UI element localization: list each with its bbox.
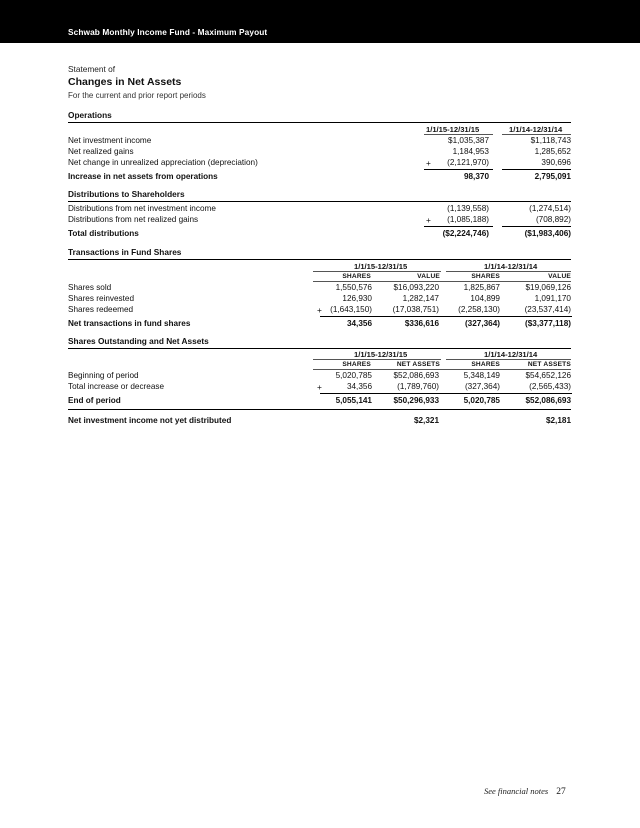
value-prior: (2,565,433) bbox=[529, 382, 571, 391]
value-current: $1,035,387 bbox=[448, 136, 489, 145]
table-row bbox=[68, 204, 571, 215]
value-prior: 390,696 bbox=[541, 158, 571, 167]
value-prior: $1,118,743 bbox=[530, 136, 571, 145]
header-title: Schwab Monthly Income Fund - Maximum Payout bbox=[68, 27, 268, 37]
row-label: Total distributions bbox=[68, 229, 139, 238]
sum-rule bbox=[424, 169, 493, 170]
header-rule bbox=[313, 281, 571, 282]
subhdr-net-assets: NET ASSETS bbox=[396, 361, 440, 368]
shares-prior: 1,825,867 bbox=[463, 283, 500, 292]
col-rule bbox=[446, 359, 571, 360]
shares-current: 34,356 bbox=[346, 319, 372, 328]
plus-marker: + bbox=[426, 215, 431, 225]
financial-notes-link: See financial notes bbox=[484, 786, 549, 796]
col-rule bbox=[446, 271, 571, 272]
outstanding-col-prior: 1/1/14-12/31/14 bbox=[484, 350, 538, 359]
shares-prior: (2,258,130) bbox=[458, 305, 500, 314]
row-label: Shares redeemed bbox=[68, 305, 134, 314]
shares-current: 1,550,576 bbox=[335, 283, 372, 292]
section-outstanding-title: Shares Outstanding and Net Assets bbox=[68, 336, 571, 349]
col-rule bbox=[424, 134, 493, 135]
sum-rule bbox=[502, 169, 571, 170]
shares-prior: 104,899 bbox=[470, 294, 500, 303]
value-prior: $2,181 bbox=[545, 416, 571, 425]
page-subtitle: For the current and prior report periods bbox=[68, 91, 206, 100]
subhdr-value: VALUE bbox=[548, 273, 571, 280]
section-rule bbox=[68, 409, 571, 410]
value-current: (2,121,970) bbox=[447, 158, 489, 167]
col-rule bbox=[313, 359, 441, 360]
value-prior: $52,086,693 bbox=[525, 396, 571, 405]
value-current: $16,093,220 bbox=[393, 283, 439, 292]
shares-prior: (327,364) bbox=[464, 382, 500, 391]
value-current: ($2,224,746) bbox=[442, 229, 489, 238]
transactions-col-prior: 1/1/14-12/31/14 bbox=[484, 262, 538, 271]
table-row bbox=[68, 136, 571, 147]
section-transactions-title: Transactions in Fund Shares bbox=[68, 247, 571, 260]
value-prior: (708,892) bbox=[535, 215, 571, 224]
sum-rule bbox=[502, 226, 571, 227]
table-row bbox=[68, 371, 571, 382]
value-current: 1,282,147 bbox=[402, 294, 439, 303]
total-row bbox=[68, 396, 571, 407]
value-prior: (1,274,514) bbox=[529, 204, 571, 213]
row-label: Shares sold bbox=[68, 283, 112, 292]
row-label: Distributions from net realized gains bbox=[68, 215, 199, 224]
table-row bbox=[68, 215, 571, 226]
table-row bbox=[68, 158, 571, 169]
header-rule bbox=[313, 369, 571, 370]
operations-col-prior: 1/1/14-12/31/14 bbox=[509, 125, 563, 134]
col-rule bbox=[313, 271, 441, 272]
shares-prior: 5,348,149 bbox=[463, 371, 500, 380]
value-prior: 1,285,652 bbox=[534, 147, 571, 156]
row-label: Net investment income not yet distributed bbox=[68, 416, 232, 425]
shares-prior: 5,020,785 bbox=[463, 396, 500, 405]
row-label: Net investment income bbox=[68, 136, 152, 145]
subhdr-net-assets: NET ASSETS bbox=[527, 361, 571, 368]
operations-col-current: 1/1/15-12/31/15 bbox=[426, 125, 480, 134]
value-current: $52,086,693 bbox=[393, 371, 439, 380]
page-footer bbox=[484, 786, 566, 797]
shares-current: 5,020,785 bbox=[335, 371, 372, 380]
total-row bbox=[68, 229, 571, 240]
row-label: Net transactions in fund shares bbox=[68, 319, 191, 328]
table-row bbox=[68, 147, 571, 158]
table-row bbox=[68, 382, 571, 393]
shares-current: 34,356 bbox=[346, 382, 372, 391]
table-row bbox=[68, 283, 571, 294]
total-row bbox=[68, 319, 571, 330]
subhdr-value: VALUE bbox=[417, 273, 440, 280]
row-label: End of period bbox=[68, 396, 121, 405]
shares-prior: (327,364) bbox=[464, 319, 500, 328]
shares-current: 5,055,141 bbox=[335, 396, 372, 405]
section-operations-title: Operations bbox=[68, 110, 571, 123]
subhdr-shares: SHARES bbox=[471, 361, 500, 368]
value-prior: (23,537,414) bbox=[524, 305, 571, 314]
table-row bbox=[68, 305, 571, 316]
subhdr-shares: SHARES bbox=[342, 273, 371, 280]
outstanding-col-current: 1/1/15-12/31/15 bbox=[354, 350, 408, 359]
value-current: $50,296,933 bbox=[393, 396, 439, 405]
total-row bbox=[68, 172, 571, 183]
table-row bbox=[68, 294, 571, 305]
transactions-col-current: 1/1/15-12/31/15 bbox=[354, 262, 408, 271]
row-label: Distributions from net investment income bbox=[68, 204, 216, 213]
col-rule bbox=[502, 134, 571, 135]
value-current: (1,139,558) bbox=[447, 204, 489, 213]
row-label: Shares reinvested bbox=[68, 294, 134, 303]
sum-rule bbox=[320, 316, 572, 317]
plus-marker: + bbox=[426, 158, 431, 168]
value-prior: $19,069,126 bbox=[525, 283, 571, 292]
value-prior: $54,652,126 bbox=[525, 371, 571, 380]
value-current: 98,370 bbox=[463, 172, 489, 181]
row-label: Total increase or decrease bbox=[68, 382, 165, 391]
value-current: 1,184,953 bbox=[452, 147, 489, 156]
value-current: $2,321 bbox=[413, 416, 439, 425]
value-prior: ($3,377,118) bbox=[525, 319, 571, 328]
row-label: Increase in net assets from operations bbox=[68, 172, 218, 181]
value-current: (17,038,751) bbox=[392, 305, 439, 314]
shares-current: (1,643,150) bbox=[330, 305, 372, 314]
row-label: Net change in unrealized appreciation (depreciation) bbox=[68, 158, 258, 167]
value-current: $336,616 bbox=[404, 319, 439, 328]
row-label: Beginning of period bbox=[68, 371, 139, 380]
undistributed-row bbox=[68, 416, 571, 427]
page-title: Changes in Net Assets bbox=[68, 76, 182, 88]
row-label: Net realized gains bbox=[68, 147, 134, 156]
plus-marker: + bbox=[317, 305, 322, 315]
plus-marker: + bbox=[317, 382, 322, 392]
value-prior: 2,795,091 bbox=[534, 172, 571, 181]
value-prior: 1,091,170 bbox=[534, 294, 571, 303]
subhdr-shares: SHARES bbox=[342, 361, 371, 368]
value-current: (1,789,760) bbox=[397, 382, 439, 391]
sum-rule bbox=[320, 393, 572, 394]
shares-current: 126,930 bbox=[342, 294, 372, 303]
page-number: 27 bbox=[556, 787, 566, 797]
sum-rule bbox=[424, 226, 493, 227]
value-current: (1,085,188) bbox=[447, 215, 489, 224]
value-prior: ($1,983,406) bbox=[524, 229, 571, 238]
section-distributions-title: Distributions to Shareholders bbox=[68, 189, 571, 202]
statement-label: Statement of bbox=[68, 64, 116, 74]
subhdr-shares: SHARES bbox=[471, 273, 500, 280]
